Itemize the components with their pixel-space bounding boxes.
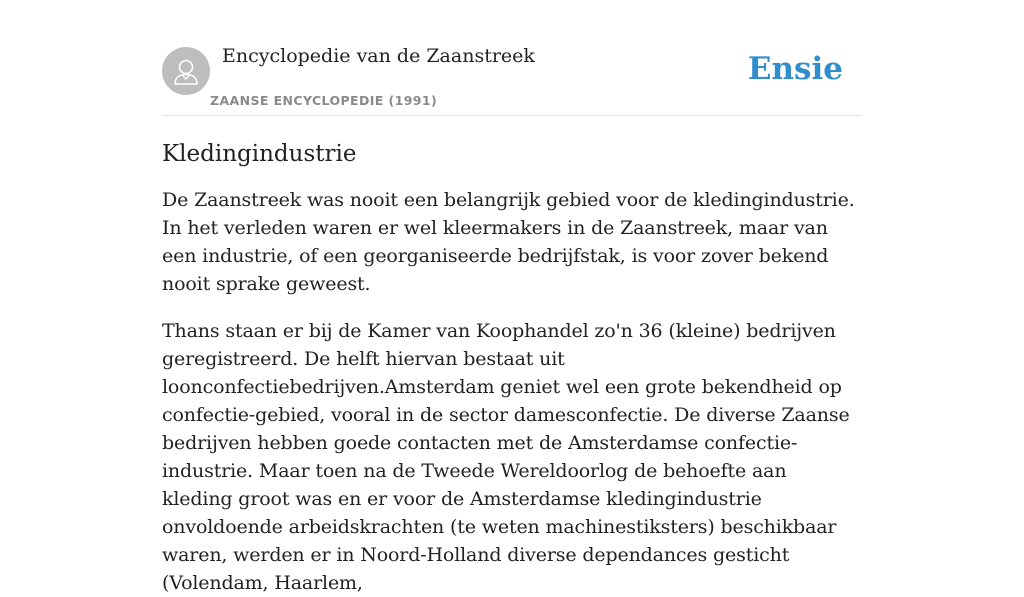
article-title: Kledingindustrie <box>162 141 357 167</box>
source-subtitle: ZAANSE ENCYCLOPEDIE (1991) <box>210 93 438 108</box>
article-paragraph: De Zaanstreek was nooit een belangrijk gebied voor de kledingindustrie. In het verleden waren er wel kleermakers in de Zaanstreek, maar van een industrie, of een georganiseerde bedrijfstak, is voor zover bekend nooit sprake geweest. <box>162 189 855 295</box>
article-paragraph: Thans staan er bij de Kamer van Koophandel zo'n 36 (kleine) bedrijven geregistreerd. De helft hiervan bestaat uit loonconfectiebedrijven.Amsterdam geniet wel een grote bekendheid op confectie-gebied, vooral in de sector damesconfectie. De diverse Zaanse bedrijven hebben goede contacten met de Amsterdamse confectie-industrie. Maar toen na de Tweede Wereldoorlog de behoefte aan kleding groot was en er voor de Amsterdamse kledingindustrie onvoldoende arbeidskrachten (te weten machinestiksters) beschikbaar waren, werden er in Noord-Holland diverse dependances gesticht (Volendam, Haarlem, <box>162 320 850 594</box>
source-title[interactable]: Encyclopedie van de Zaanstreek <box>222 45 535 67</box>
ensie-logo[interactable]: Ensie <box>747 51 843 87</box>
source-header <box>162 40 862 116</box>
user-silhouette-icon <box>162 47 210 95</box>
avatar[interactable] <box>162 47 210 95</box>
article <box>162 136 862 597</box>
